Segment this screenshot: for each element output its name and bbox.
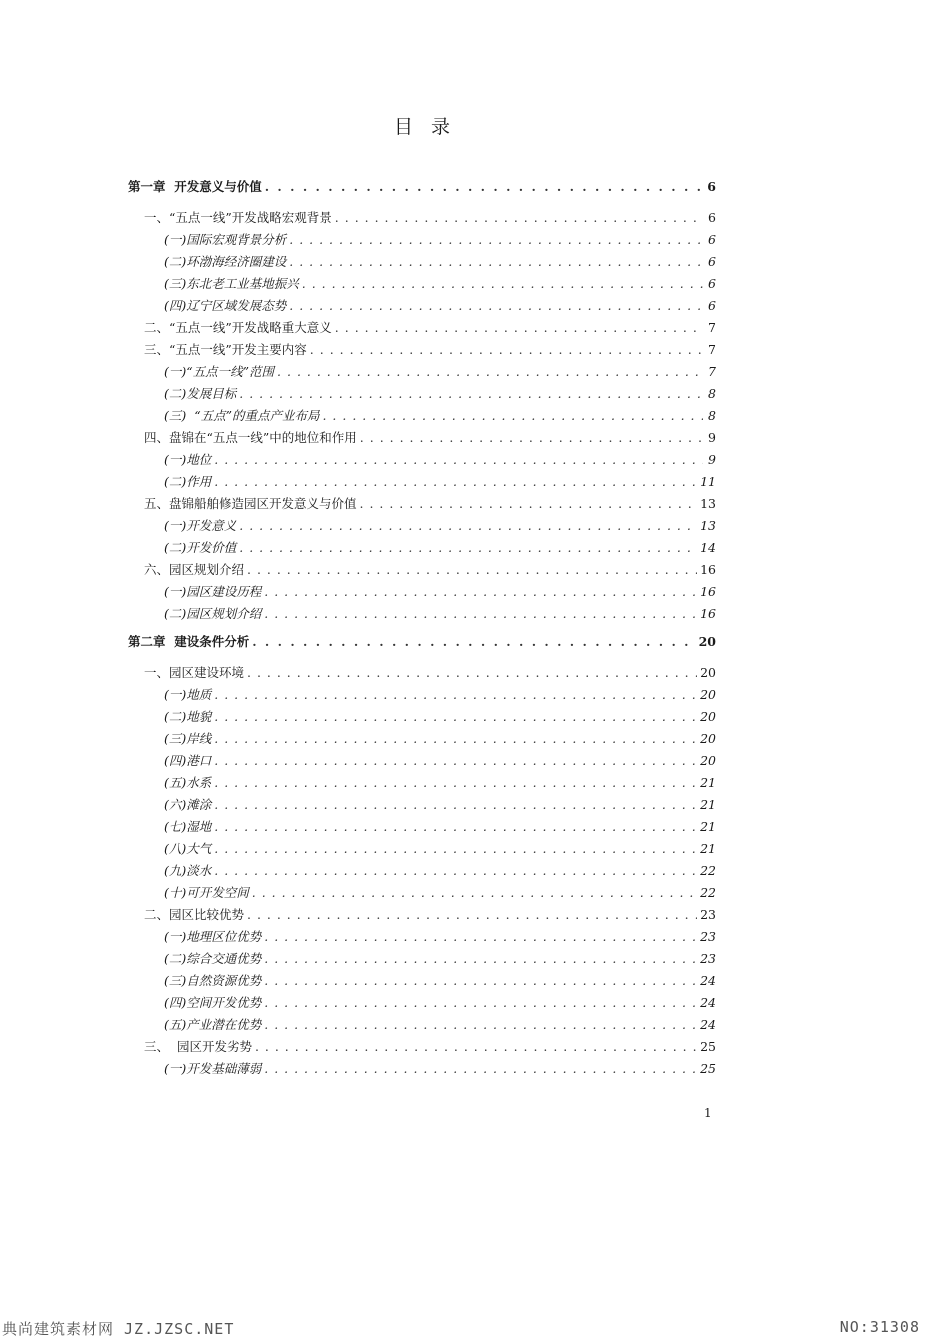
toc-leader-dots bbox=[264, 581, 697, 603]
toc-leader-dots bbox=[335, 317, 703, 339]
toc-subsection-entry[interactable] bbox=[128, 449, 716, 471]
toc-subsection-entry[interactable] bbox=[128, 750, 716, 772]
toc-page-number: 25 bbox=[700, 1061, 716, 1076]
toc-page-number: 20 bbox=[700, 753, 716, 768]
toc-leader-dots bbox=[255, 1036, 697, 1058]
toc-page-number: 8 bbox=[708, 386, 716, 401]
toc-subsection-entry[interactable] bbox=[128, 948, 716, 970]
toc-entry-title: (八)大气 bbox=[164, 841, 212, 856]
toc-entry-title: (十)可开发空间 bbox=[164, 885, 249, 900]
toc-leader-dots bbox=[239, 515, 697, 537]
toc-page-number: 13 bbox=[700, 518, 716, 533]
toc-leader-dots bbox=[360, 493, 698, 515]
toc-leader-dots bbox=[264, 1014, 697, 1036]
toc-entry-title: 一、“五点一线”开发战略宏观背景 bbox=[144, 210, 332, 225]
toc-section-entry[interactable] bbox=[128, 427, 716, 449]
toc-page-number: 20 bbox=[700, 665, 716, 680]
toc-page-number: 21 bbox=[700, 819, 716, 834]
toc-entry-title: (一)国际宏观背景分析 bbox=[164, 232, 287, 247]
toc-page-number: 8 bbox=[708, 408, 716, 423]
toc-entry-title: (二)园区规划介绍 bbox=[164, 606, 262, 621]
toc-entry-title: (一)开发基础薄弱 bbox=[164, 1061, 262, 1076]
toc-page-number: 16 bbox=[700, 562, 716, 577]
toc-leader-dots bbox=[289, 295, 703, 317]
toc-page-number: 20 bbox=[700, 731, 716, 746]
toc-page-number: 22 bbox=[700, 885, 716, 900]
toc-leader-dots bbox=[277, 361, 703, 383]
toc-entry-title: (一)“五点一线”范围 bbox=[164, 364, 275, 379]
toc-entry-title: 第二章 建设条件分析 bbox=[128, 634, 250, 649]
toc-subsection-entry[interactable] bbox=[128, 706, 716, 728]
toc-leader-dots bbox=[289, 229, 703, 251]
toc-leader-dots bbox=[289, 251, 703, 273]
toc-entry-title: (二)作用 bbox=[164, 474, 212, 489]
toc-leader-dots bbox=[247, 662, 697, 684]
toc-leader-dots bbox=[264, 992, 697, 1014]
toc-leader-dots bbox=[214, 772, 697, 794]
toc-entry-title: (二)环渤海经济圈建设 bbox=[164, 254, 287, 269]
toc-subsection-entry[interactable] bbox=[128, 405, 716, 427]
toc-entry-title: (九)淡水 bbox=[164, 863, 212, 878]
toc-subsection-entry[interactable] bbox=[128, 860, 716, 882]
toc-entry-title: (六)滩涂 bbox=[164, 797, 212, 812]
toc-entry-title: 二、园区比较优势 bbox=[144, 907, 245, 922]
toc-subsection-entry[interactable] bbox=[128, 1058, 716, 1080]
toc-page-number: 23 bbox=[700, 929, 716, 944]
toc-entry-title: (五)产业潜在优势 bbox=[164, 1017, 262, 1032]
toc-subsection-entry[interactable] bbox=[128, 229, 716, 251]
toc-entry-title: (三)东北老工业基地振兴 bbox=[164, 276, 299, 291]
toc-entry-title: (一)地理区位优势 bbox=[164, 929, 262, 944]
toc-subsection-entry[interactable] bbox=[128, 251, 716, 273]
toc-page-number: 24 bbox=[700, 1017, 716, 1032]
toc-entry-title: (一)园区建设历程 bbox=[164, 584, 262, 599]
toc-leader-dots bbox=[247, 559, 697, 581]
toc-leader-dots bbox=[265, 176, 703, 198]
toc-leader-dots bbox=[214, 706, 697, 728]
toc-page-number: 7 bbox=[708, 342, 716, 357]
toc-subsection-entry[interactable] bbox=[128, 383, 716, 405]
page-number: 1 bbox=[704, 1106, 712, 1120]
toc-page-number: 7 bbox=[708, 364, 716, 379]
toc-subsection-entry[interactable] bbox=[128, 515, 716, 537]
toc-page-number: 22 bbox=[700, 863, 716, 878]
toc-section-entry[interactable] bbox=[128, 339, 716, 361]
toc-entry-title: 一、园区建设环境 bbox=[144, 665, 245, 680]
toc-page-number: 25 bbox=[700, 1039, 716, 1054]
toc-leader-dots bbox=[264, 970, 697, 992]
toc-subsection-entry[interactable] bbox=[128, 471, 716, 493]
toc-chapter-entry[interactable] bbox=[128, 176, 716, 200]
toc-section-entry[interactable] bbox=[128, 559, 716, 581]
toc-page-number: 6 bbox=[707, 179, 716, 194]
toc-subsection-entry[interactable] bbox=[128, 603, 716, 625]
toc-leader-dots bbox=[302, 273, 703, 295]
toc-page-number: 23 bbox=[700, 907, 716, 922]
toc-leader-dots bbox=[264, 1058, 697, 1080]
toc-subsection-entry[interactable] bbox=[128, 816, 716, 838]
toc-leader-dots bbox=[239, 383, 703, 405]
toc-entry-title: (一)地质 bbox=[164, 687, 212, 702]
toc-leader-dots bbox=[360, 427, 703, 449]
toc-chapter-entry[interactable] bbox=[128, 631, 716, 655]
toc-page-number: 6 bbox=[708, 298, 716, 313]
toc-leader-dots bbox=[264, 603, 697, 625]
toc-section-entry[interactable] bbox=[128, 493, 716, 515]
toc-leader-dots bbox=[214, 838, 697, 860]
toc-subsection-entry[interactable] bbox=[128, 794, 716, 816]
toc-entry-title: 四、盘锦在“五点一线”中的地位和作用 bbox=[144, 430, 357, 445]
toc-subsection-entry[interactable] bbox=[128, 361, 716, 383]
toc-leader-dots bbox=[214, 816, 697, 838]
toc-leader-dots bbox=[214, 728, 697, 750]
toc-page-number: 24 bbox=[700, 995, 716, 1010]
toc-entry-title: (五)水系 bbox=[164, 775, 212, 790]
toc-page-number: 13 bbox=[700, 496, 716, 511]
toc-subsection-entry[interactable] bbox=[128, 882, 716, 904]
toc-subsection-entry[interactable] bbox=[128, 295, 716, 317]
toc-entry-title: 五、盘锦船舶修造园区开发意义与价值 bbox=[144, 496, 357, 511]
toc-leader-dots bbox=[214, 750, 697, 772]
page-title: 目 录 bbox=[393, 116, 457, 138]
toc-leader-dots bbox=[264, 948, 697, 970]
toc-subsection-entry[interactable] bbox=[128, 838, 716, 860]
toc-entry-title: (四)空间开发优势 bbox=[164, 995, 262, 1010]
toc-leader-dots bbox=[214, 471, 697, 493]
toc-page-number: 16 bbox=[700, 606, 716, 621]
watermark-id: NO:31308 bbox=[839, 1318, 920, 1336]
toc-page-number: 21 bbox=[700, 775, 716, 790]
toc-entry-title: 六、园区规划介绍 bbox=[144, 562, 245, 577]
toc-subsection-entry[interactable] bbox=[128, 772, 716, 794]
toc-page-number: 20 bbox=[700, 687, 716, 702]
toc-page-number: 23 bbox=[700, 951, 716, 966]
toc-leader-dots bbox=[310, 339, 703, 361]
toc-entry-title: 第一章 开发意义与价值 bbox=[128, 179, 262, 194]
toc-subsection-entry[interactable] bbox=[128, 728, 716, 750]
toc-leader-dots bbox=[214, 860, 697, 882]
toc-page-number: 7 bbox=[708, 320, 716, 335]
toc-page-number: 9 bbox=[708, 430, 716, 445]
toc-entry-title: (二)开发价值 bbox=[164, 540, 237, 555]
toc-leader-dots bbox=[264, 926, 697, 948]
toc-entry-title: (四)辽宁区域发展态势 bbox=[164, 298, 287, 313]
toc-subsection-entry[interactable] bbox=[128, 992, 716, 1014]
toc-page-number: 6 bbox=[708, 210, 716, 225]
toc-entry-title: (一)地位 bbox=[164, 452, 212, 467]
toc-section-entry[interactable] bbox=[128, 662, 716, 684]
toc-leader-dots bbox=[247, 904, 697, 926]
toc-leader-dots bbox=[335, 207, 703, 229]
toc-entry-title: (七)湿地 bbox=[164, 819, 212, 834]
watermark-brand: 典尚建筑素材网 JZ.JZSC.NET bbox=[2, 1320, 235, 1338]
toc-subsection-entry[interactable] bbox=[128, 1014, 716, 1036]
toc-page-number: 21 bbox=[700, 797, 716, 812]
toc-page-number: 20 bbox=[700, 709, 716, 724]
toc-entry-title: (四)港口 bbox=[164, 753, 212, 768]
toc-leader-dots bbox=[214, 684, 697, 706]
toc-subsection-entry[interactable] bbox=[128, 273, 716, 295]
toc-entry-title: (三)岸线 bbox=[164, 731, 212, 746]
toc-entry-title: 二、“五点一线”开发战略重大意义 bbox=[144, 320, 332, 335]
toc-entry-title: 三、 园区开发劣势 bbox=[144, 1039, 252, 1054]
toc-page-number: 21 bbox=[700, 841, 716, 856]
toc-section-entry[interactable] bbox=[128, 1036, 716, 1058]
toc-page-number: 9 bbox=[708, 452, 716, 467]
toc-leader-dots bbox=[322, 405, 703, 427]
toc-subsection-entry[interactable] bbox=[128, 581, 716, 603]
toc-section-entry[interactable] bbox=[128, 317, 716, 339]
toc-entry-title: (三)自然资源优势 bbox=[164, 973, 262, 988]
toc-page-number: 20 bbox=[698, 634, 716, 649]
toc-entry-title: (三) “五点”的重点产业布局 bbox=[164, 408, 320, 423]
toc-leader-dots bbox=[214, 794, 697, 816]
toc-page-number: 6 bbox=[708, 276, 716, 291]
table-of-contents bbox=[128, 176, 716, 1080]
toc-page-number: 16 bbox=[700, 584, 716, 599]
toc-subsection-entry[interactable] bbox=[128, 537, 716, 559]
toc-entry-title: (二)地貌 bbox=[164, 709, 212, 724]
toc-entry-title: 三、“五点一线”开发主要内容 bbox=[144, 342, 307, 357]
toc-section-entry[interactable] bbox=[128, 904, 716, 926]
toc-section-entry[interactable] bbox=[128, 207, 716, 229]
toc-page-number: 6 bbox=[708, 232, 716, 247]
toc-leader-dots bbox=[214, 449, 703, 471]
toc-entry-title: (二)综合交通优势 bbox=[164, 951, 262, 966]
toc-subsection-entry[interactable] bbox=[128, 970, 716, 992]
toc-subsection-entry[interactable] bbox=[128, 684, 716, 706]
toc-entry-title: (一)开发意义 bbox=[164, 518, 237, 533]
toc-leader-dots bbox=[252, 631, 695, 653]
toc-page-number: 11 bbox=[700, 474, 716, 489]
toc-page-number: 6 bbox=[708, 254, 716, 269]
toc-leader-dots bbox=[252, 882, 697, 904]
toc-subsection-entry[interactable] bbox=[128, 926, 716, 948]
toc-page-number: 24 bbox=[700, 973, 716, 988]
toc-entry-title: (二)发展目标 bbox=[164, 386, 237, 401]
toc-page-number: 14 bbox=[700, 540, 716, 555]
toc-leader-dots bbox=[239, 537, 697, 559]
